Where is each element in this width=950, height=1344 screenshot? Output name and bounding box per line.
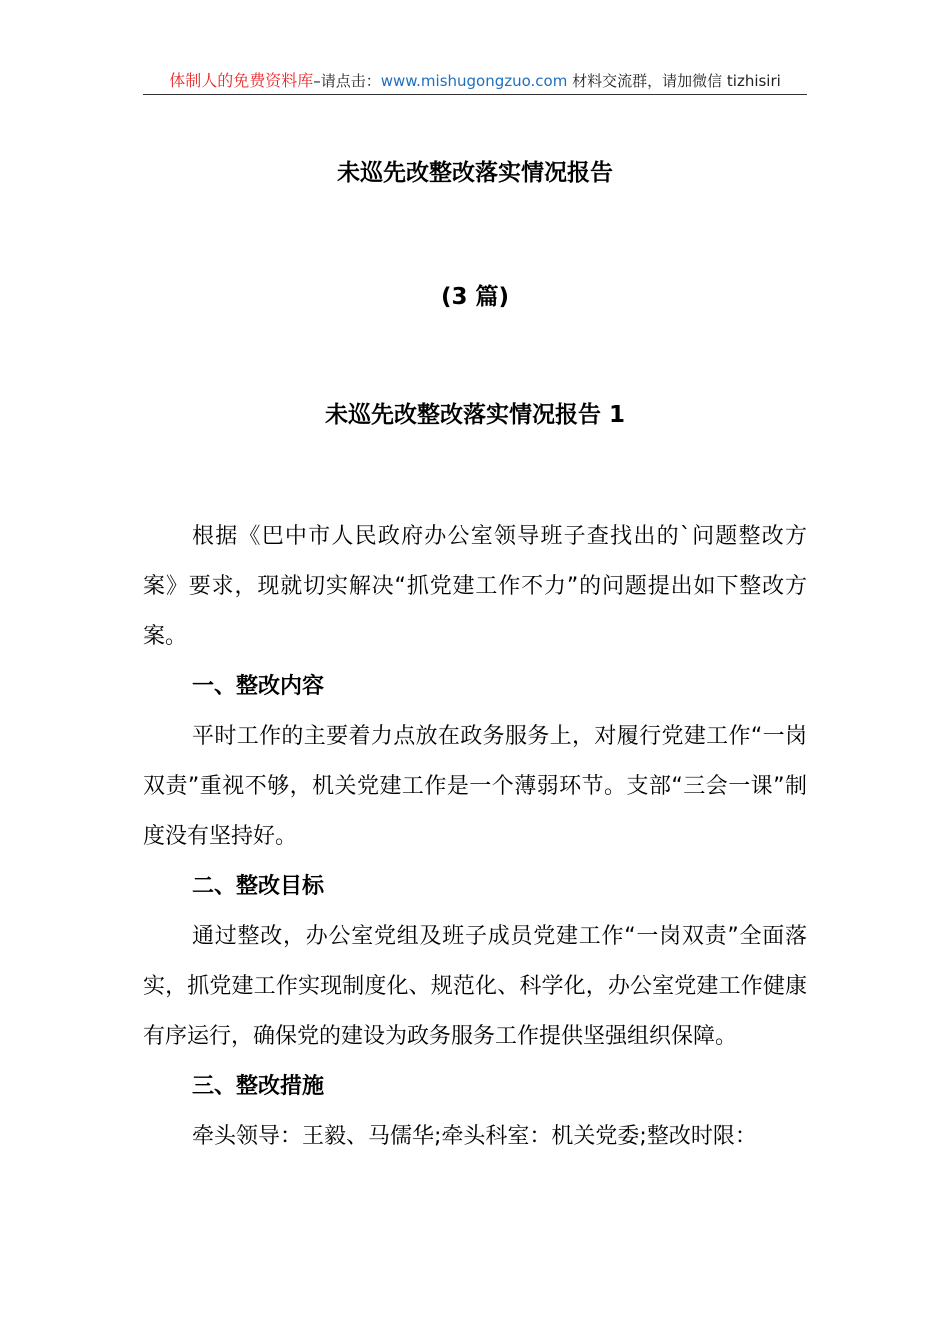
section-heading: 二、整改目标 (192, 874, 325, 899)
section-heading: 三、整改措施 (192, 1074, 325, 1099)
page-header-banner (143, 70, 807, 95)
header-prompt: –请点击： (313, 72, 381, 90)
section-paragraph: 牵头领导：王毅、马儒华;牵头科室：机关党委;整改时限： (192, 1124, 757, 1149)
website-link[interactable]: www.mishugongzuo.com (380, 72, 568, 90)
intro-paragraph: 根据《巴中市人民政府办公室领导班子查找出的`问题整改方案》要求，现就切实解决“抓党建工作不力”的问题提出如下整改方案。 (143, 524, 807, 649)
header-contact-text: 材料交流群，请加微信 tizhisiri (567, 72, 781, 90)
document-subtitle: 未巡先改整改落实情况报告 1 (324, 402, 625, 428)
section-paragraph: 通过整改，办公室党组及班子成员党建工作“一岗双责”全面落实，抓党建工作实现制度化、规范化、科学化，办公室党建工作健康有序运行，确保党的建设为政务服务工作提供坚强组织保障。 (143, 924, 807, 1049)
document-main-title: 未巡先改整改落实情况报告 (337, 160, 613, 186)
document-body (143, 512, 807, 1162)
brand-text: 体制人的免费资料库 (169, 71, 314, 90)
section-paragraph: 平时工作的主要着力点放在政务服务上，对履行党建工作“一岗双责”重视不够，机关党建工作是一个薄弱环节。支部“三会一课”制度没有坚持好。 (143, 724, 807, 849)
section-heading: 一、整改内容 (192, 674, 325, 699)
document-count-label: (3 篇) (440, 284, 510, 310)
